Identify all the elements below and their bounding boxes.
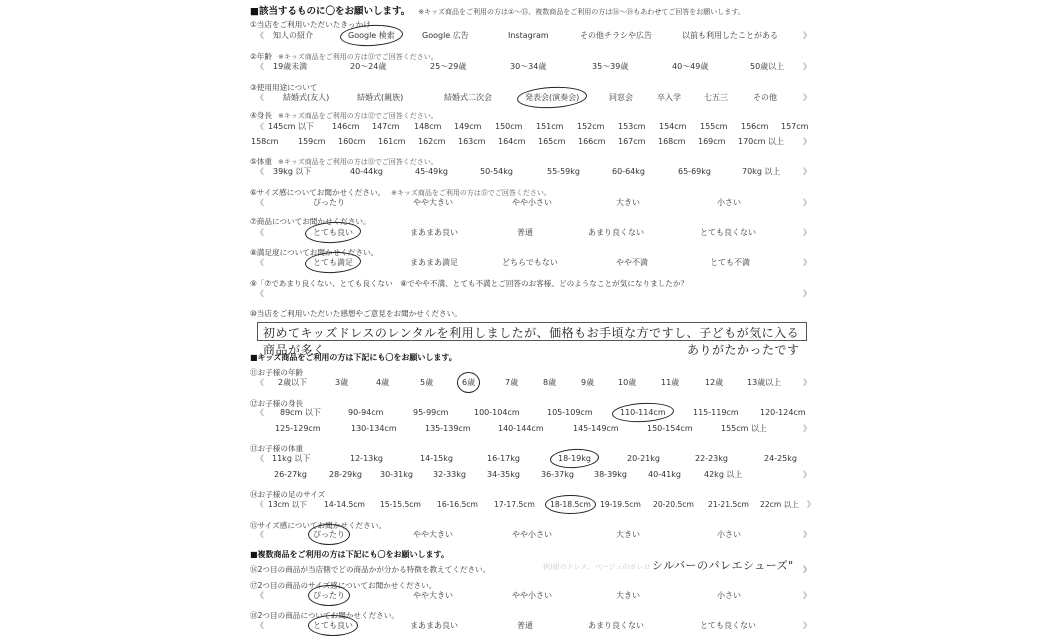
q3-option[interactable]: 卒入学 (657, 92, 681, 102)
q7-option-selected[interactable]: とても良い (313, 227, 353, 237)
q14-option[interactable]: 13cm 以下 (268, 499, 307, 509)
q1-label: ①当店をご利用いただいたきっかけ (250, 20, 371, 29)
q1-option[interactable]: Instagram (508, 30, 549, 40)
q4-option[interactable]: 169cm (698, 136, 726, 146)
q18-option[interactable]: とても良くない (700, 620, 756, 630)
q5-option[interactable]: 39kg 以下 (273, 166, 312, 176)
bracket-close: 》 (803, 61, 811, 71)
q6-option[interactable]: やや大きい (413, 197, 453, 207)
bracket-close: 》 (803, 166, 811, 176)
q15-option[interactable]: 大きい (616, 529, 640, 539)
q7-option[interactable]: まあまあ良い (410, 227, 458, 237)
q4-option[interactable]: 155cm (700, 121, 728, 131)
q4-option[interactable]: 161cm (378, 136, 406, 146)
q6-label (250, 187, 551, 198)
q4-option[interactable]: 150cm (495, 121, 523, 131)
bracket-open: 《 (256, 529, 264, 539)
q4-option[interactable]: 156cm (741, 121, 769, 131)
q13-option[interactable]: 16-17kg (487, 453, 520, 463)
q13-option[interactable]: 30-31kg (380, 469, 413, 479)
q12-option[interactable]: 89cm 以下 (280, 407, 321, 417)
q4-option[interactable]: 170cm 以上 (738, 136, 785, 146)
q1-option[interactable]: 知人の紹介 (273, 30, 313, 40)
q2-option[interactable]: 20～24歳 (350, 61, 387, 71)
bracket-close: 》 (807, 499, 815, 509)
q4-option[interactable]: 148cm (414, 121, 442, 131)
q5-note: ※キッズ商品をご利用の方は⑬でご回答ください。 (278, 158, 438, 166)
q2-option[interactable]: 35～39歳 (592, 61, 629, 71)
kids-section-title: ■キッズ商品をご利用の方は下記にも〇をお願いします。 (250, 353, 457, 362)
bracket-open: 《 (256, 499, 264, 509)
q17-option[interactable]: やや大きい (413, 590, 453, 600)
q17-label: ⑰2つ目の商品のサイズ感についてお聞かせください。 (250, 581, 437, 590)
q14-label: ⑭お子様の足のサイズ (250, 490, 326, 499)
q15-option[interactable]: やや大きい (413, 529, 453, 539)
q5-option[interactable]: 60-64kg (612, 166, 645, 176)
q6-label-text: ⑥サイズ感についてお聞かせください。 (250, 188, 386, 197)
bracket-open: 《 (256, 61, 264, 71)
q13-option[interactable]: 36-37kg (541, 469, 574, 479)
bracket-open: 《 (256, 453, 264, 463)
q10-label: ⑩当店をご利用いただいた感想やご意見をお聞かせください。 (250, 309, 462, 318)
bracket-open: 《 (256, 92, 264, 102)
q5-option[interactable]: 65-69kg (678, 166, 711, 176)
q2-option[interactable]: 19歳未満 (273, 61, 308, 71)
q14-option[interactable]: 22cm 以上 (760, 499, 799, 509)
q13-option[interactable]: 40-41kg (648, 469, 681, 479)
q12-label: ⑫お子様の身長 (250, 399, 304, 408)
q16-label: ⑯2つ目の商品が当店側でどの商品かが分かる特徴を教えてください。 (250, 565, 491, 574)
q12-option[interactable]: 115-119cm (693, 407, 739, 417)
q16-hint: 例)紺のドレス、ベージュのボレロ (543, 563, 651, 571)
q2-note: ※キッズ商品をご利用の方は⑪でご回答ください。 (278, 53, 438, 61)
bracket-close: 》 (803, 30, 811, 40)
q14-option[interactable]: 16-16.5cm (437, 499, 478, 509)
q1-option-selected[interactable]: Google 検索 (348, 30, 395, 40)
q4-option[interactable]: 145cm 以下 (268, 121, 315, 131)
q15-option[interactable]: 小さい (717, 529, 741, 539)
q12-option[interactable]: 90-94cm (348, 407, 384, 417)
q13-option[interactable]: 38-39kg (594, 469, 627, 479)
bracket-open: 《 (256, 166, 264, 176)
q11-option[interactable]: 5歳 (420, 377, 434, 387)
q6-option[interactable]: やや小さい (512, 197, 552, 207)
q11-option[interactable]: 7歳 (505, 377, 519, 387)
q12-option[interactable]: 150-154cm (647, 423, 693, 433)
q3-option[interactable]: 結婚式二次会 (444, 92, 492, 102)
q4-option[interactable]: 146cm (332, 121, 360, 131)
bracket-open: 《 (256, 288, 264, 298)
q5-label-text: ⑤体重 (250, 157, 272, 166)
q4-option[interactable]: 165cm (538, 136, 566, 146)
q11-option[interactable]: 4歳 (376, 377, 390, 387)
q12-option[interactable]: 140-144cm (498, 423, 544, 433)
q14-option-selected[interactable]: 18-18.5cm (550, 499, 591, 509)
q13-option[interactable]: 34-35kg (487, 469, 520, 479)
q12-option[interactable]: 145-149cm (573, 423, 619, 433)
q18-option[interactable]: まあまあ良い (410, 620, 458, 630)
q4-option[interactable]: 160cm (338, 136, 366, 146)
q11-option[interactable]: 12歳 (705, 377, 724, 387)
q7-option[interactable]: 普通 (517, 227, 533, 237)
q13-option[interactable]: 14-15kg (420, 453, 453, 463)
q5-option[interactable]: 45-49kg (415, 166, 448, 176)
q15-option-selected[interactable]: ぴったり (313, 529, 345, 539)
bracket-close: 》 (803, 257, 811, 267)
q12-option[interactable]: 125-129cm (275, 423, 321, 433)
q5-option[interactable]: 55-59kg (547, 166, 580, 176)
q13-option[interactable]: 11kg 以下 (272, 453, 311, 463)
q4-option[interactable]: 168cm (658, 136, 686, 146)
q2-option[interactable]: 40～49歳 (672, 61, 709, 71)
q12-option[interactable]: 130-134cm (351, 423, 397, 433)
q8-label: ⑧満足度についてお聞かせください。 (250, 248, 379, 257)
q11-option[interactable]: 3歳 (335, 377, 349, 387)
q4-option[interactable]: 153cm (618, 121, 646, 131)
q18-option[interactable]: あまり良くない (588, 620, 644, 630)
q13-option[interactable]: 20-21kg (627, 453, 660, 463)
q1-option[interactable]: 以前も利用したことがある (682, 30, 778, 40)
q17-option[interactable]: 大きい (616, 590, 640, 600)
bracket-open: 《 (256, 590, 264, 600)
q3-option[interactable]: 結婚式(友人) (283, 92, 330, 102)
q18-label: ⑱2つ目の商品についてお聞かせください。 (250, 611, 399, 620)
q4-option[interactable]: 149cm (454, 121, 482, 131)
q18-option-selected[interactable]: とても良い (313, 620, 353, 630)
bracket-open: 《 (256, 197, 264, 207)
q18-option[interactable]: 普通 (517, 620, 533, 630)
q11-option[interactable]: 10歳 (618, 377, 637, 387)
q7-label: ⑦商品についてお聞かせください。 (250, 217, 371, 226)
bracket-close: 》 (803, 136, 811, 146)
q6-option[interactable]: 大きい (616, 197, 640, 207)
bracket-close: 》 (803, 565, 811, 574)
survey-sheet (250, 0, 815, 640)
q7-option[interactable]: とても良くない (700, 227, 756, 237)
q4-option[interactable]: 154cm (659, 121, 687, 131)
q3-label: ③使用用途について (250, 83, 318, 92)
q4-note: ※キッズ商品をご利用の方は⑫でご回答ください。 (278, 112, 438, 120)
q3-option[interactable]: 結婚式(親族) (357, 92, 404, 102)
title-note: ※キッズ商品をご利用の方は①～⑮、複数商品をご利用の方は⑯～⑱もあわせてご回答をお願いします。 (418, 8, 745, 16)
q12-option[interactable]: 95-99cm (413, 407, 449, 417)
q2-label-text: ②年齢 (250, 52, 272, 61)
q13-option[interactable]: 24-25kg (764, 453, 797, 463)
q14-option[interactable]: 21-21.5cm (708, 499, 749, 509)
q5-option[interactable]: 50-54kg (480, 166, 513, 176)
bracket-open: 《 (256, 227, 264, 237)
q2-option[interactable]: 50歳以上 (750, 61, 785, 71)
bracket-close: 》 (803, 590, 811, 600)
bracket-close: 》 (803, 423, 811, 433)
q5-option[interactable]: 70kg 以上 (742, 166, 781, 176)
q4-option[interactable]: 164cm (498, 136, 526, 146)
q11-option[interactable]: 11歳 (661, 377, 680, 387)
q8-option[interactable]: やや不満 (616, 257, 648, 267)
q14-option[interactable]: 14-14.5cm (324, 499, 365, 509)
q17-option[interactable]: 小さい (717, 590, 741, 600)
q14-option[interactable]: 15-15.5cm (380, 499, 421, 509)
bracket-open: 《 (256, 620, 264, 630)
q14-option[interactable]: 20-20.5cm (653, 499, 694, 509)
q13-option[interactable]: 32-33kg (433, 469, 466, 479)
q12-option[interactable]: 100-104cm (474, 407, 520, 417)
q4-option[interactable]: 166cm (578, 136, 606, 146)
q11-label: ⑪お子様の年齢 (250, 368, 304, 377)
q15-label: ⑮サイズ感についてお聞かせください。 (250, 521, 386, 530)
bracket-close: 》 (803, 227, 811, 237)
q9-label: ⑨「⑦であまり良くない、とても良くない ⑧でやや不満、とても不満とご回答のお客様、どのようなことが気になりましたか？ (250, 279, 689, 288)
q13-option[interactable]: 12-13kg (350, 453, 383, 463)
q11-option[interactable]: 9歳 (581, 377, 595, 387)
q4-option[interactable]: 167cm (618, 136, 646, 146)
q4-option[interactable]: 163cm (458, 136, 486, 146)
q4-option[interactable]: 162cm (418, 136, 446, 146)
bracket-close: 》 (803, 288, 811, 298)
q4-option[interactable]: 157cm (781, 121, 809, 131)
form-title (250, 3, 745, 17)
q11-option[interactable]: 13歳以上 (747, 377, 782, 387)
q13-label: ⑬お子様の体重 (250, 444, 304, 453)
multi-section-title: ■複数商品をご利用の方は下記にも〇をお願いします。 (250, 550, 449, 559)
q16-handwritten-answer[interactable]: シルバーのバレエシューズ" (652, 559, 794, 572)
q8-option-selected[interactable]: とても満足 (313, 257, 353, 267)
q14-option[interactable]: 19-19.5cm (600, 499, 641, 509)
q8-option[interactable]: どちらでもない (502, 257, 558, 267)
q6-option[interactable]: 小さい (717, 197, 741, 207)
q3-option[interactable]: その他 (753, 92, 777, 102)
q10-handwritten-answer: 初めてキッズドレスのレンタルを利用しましたが、価格もお手頃な方ですし、子どもが気に入る商品が多く (263, 326, 800, 357)
q12-option[interactable]: 135-139cm (425, 423, 471, 433)
q1-option[interactable]: Google 広告 (422, 30, 469, 40)
q17-option-selected[interactable]: ぴったり (313, 590, 345, 600)
q8-option[interactable]: まあまあ満足 (410, 257, 458, 267)
bracket-open: 《 (256, 30, 264, 40)
q12-option-selected[interactable]: 110-114cm (620, 407, 666, 417)
q13-option[interactable]: 22-23kg (695, 453, 728, 463)
q8-option[interactable]: とても不満 (710, 257, 750, 267)
q11-option-selected[interactable]: 6歳 (462, 377, 476, 387)
q11-option[interactable]: 2歳以下 (278, 377, 308, 387)
q4-option[interactable]: 147cm (372, 121, 400, 131)
q13-option[interactable]: 28-29kg (329, 469, 362, 479)
bracket-close: 》 (803, 197, 811, 207)
bracket-close: 》 (803, 620, 811, 630)
bracket-close: 》 (803, 92, 811, 102)
q4-label (250, 110, 438, 121)
q4-option[interactable]: 151cm (536, 121, 564, 131)
q3-option[interactable]: 七五三 (704, 92, 728, 102)
bracket-close: 》 (803, 529, 811, 539)
bracket-close: 》 (803, 377, 811, 387)
q4-option[interactable]: 159cm (298, 136, 326, 146)
q13-option[interactable]: 42kg 以上 (704, 469, 743, 479)
q2-option[interactable]: 30～34歳 (510, 61, 547, 71)
q12-option[interactable]: 155cm 以上 (721, 423, 768, 433)
q7-option[interactable]: あまり良くない (588, 227, 644, 237)
q3-option-selected[interactable]: 発表会(演奏会) (525, 92, 580, 102)
q4-option[interactable]: 152cm (577, 121, 605, 131)
q5-option[interactable]: 40-44kg (350, 166, 383, 176)
q12-option[interactable]: 120-124cm (760, 407, 806, 417)
q1-option[interactable]: その他チラシや広告 (580, 30, 652, 40)
q10-handwritten-answer-cont: ありがたかったです (687, 343, 800, 357)
q13-option-selected[interactable]: 18-19kg (558, 453, 591, 463)
q3-option[interactable]: 同窓会 (609, 92, 633, 102)
q4-option[interactable]: 158cm (251, 136, 279, 146)
bracket-close: 》 (803, 469, 811, 479)
q4-label-text: ④身長 (250, 111, 272, 120)
q11-option[interactable]: 8歳 (543, 377, 557, 387)
bracket-open: 《 (256, 407, 264, 417)
q6-option[interactable]: ぴったり (313, 197, 345, 207)
q13-option[interactable]: 26-27kg (274, 469, 307, 479)
q17-option[interactable]: やや小さい (512, 590, 552, 600)
bracket-open: 《 (256, 257, 264, 267)
q14-option[interactable]: 17-17.5cm (494, 499, 535, 509)
q2-option[interactable]: 25～29歳 (430, 61, 467, 71)
title-text: ■該当するものに〇をお願いします。 (250, 6, 411, 17)
bracket-open: 《 (256, 377, 264, 387)
q12-option[interactable]: 105-109cm (547, 407, 593, 417)
bracket-open: 《 (256, 121, 264, 131)
q15-option[interactable]: やや小さい (512, 529, 552, 539)
q6-note: ※キッズ商品をご利用の方は⑮でご回答ください。 (391, 189, 551, 197)
